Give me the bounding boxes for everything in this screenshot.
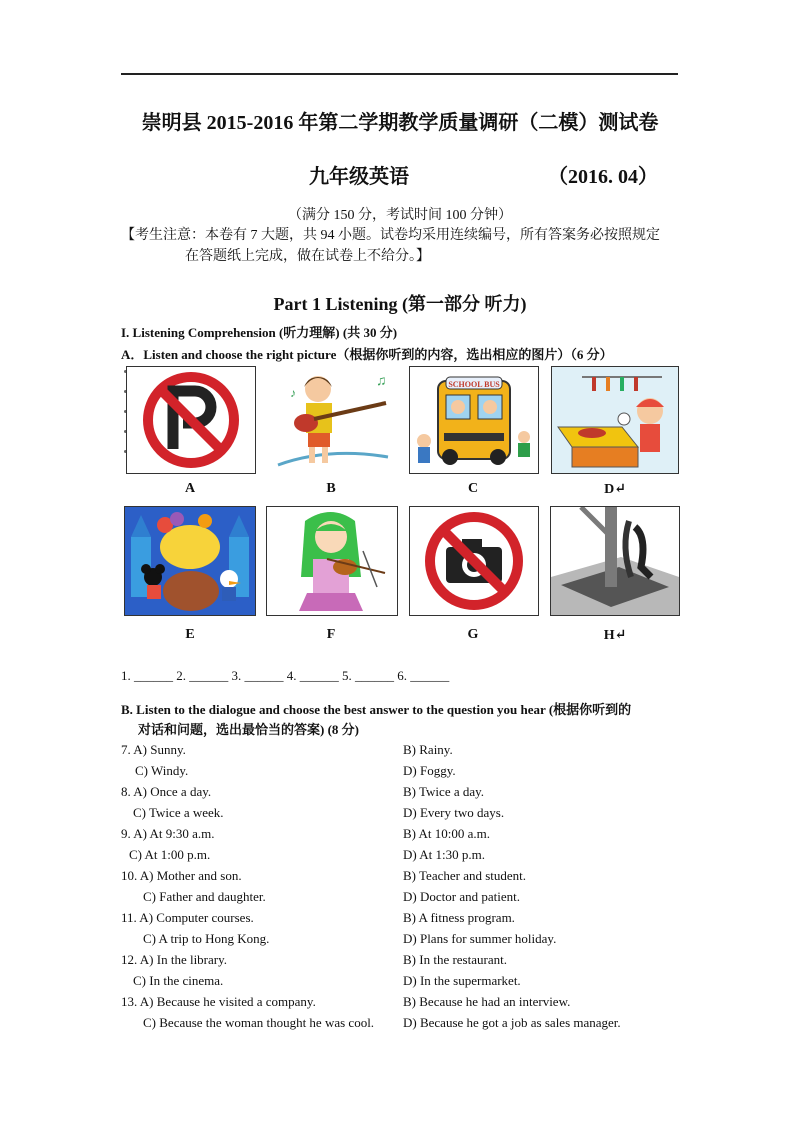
cooking-kitchen-icon — [552, 367, 678, 473]
notice-line-2: 在答题纸上完成，做在试卷上不给分。】 — [185, 249, 430, 264]
section-B-line-2: 对话和问题，选出最恰当的答案) (8 分) — [138, 722, 359, 737]
section-B-heading — [121, 700, 686, 740]
picture-h — [550, 506, 680, 616]
q13-option-a: 13. A) Because he visited a company. — [121, 994, 316, 1009]
q8-option-b: B) Twice a day. — [403, 784, 485, 799]
q9-option-d: D) At 1:30 p.m. — [403, 847, 485, 862]
q11-option-a: 11. A) Computer courses. — [121, 910, 254, 925]
school-bus-icon — [410, 367, 538, 473]
q11-option-d: D) Plans for summer holiday. — [403, 931, 557, 946]
q9-option-a: 9. A) At 9:30 a.m. — [121, 826, 215, 841]
picture-a — [126, 366, 256, 474]
subject-title: 九年级英语 — [309, 166, 409, 188]
picture-label-d: D↵ — [604, 482, 626, 497]
q9-option-c: C) At 1:00 p.m. — [129, 847, 211, 862]
q10-option-b: B) Teacher and student. — [403, 868, 527, 883]
picture-label-g: G — [467, 627, 479, 642]
picture-d — [551, 366, 679, 474]
disneyland-castle-icon — [125, 507, 255, 615]
section-A-heading: A．Listen and choose the right picture（根据你听到的内容，选出相应的图片）（6 分） — [121, 347, 613, 362]
q10-option-c: C) Father and daughter. — [143, 889, 266, 904]
picture-b — [267, 366, 397, 474]
q13-option-b: B) Because he had an interview. — [403, 994, 571, 1009]
q7-option-c: C) Windy. — [135, 763, 189, 778]
bus-sign-text: SCHOOL BUS — [448, 380, 500, 389]
q8-option-a: 8. A) Once a day. — [121, 784, 212, 799]
exam-date: （2016. 04） — [548, 166, 658, 188]
top-rule — [121, 73, 678, 75]
girl-guitar-icon — [268, 367, 396, 473]
score-time: （满分 150 分，考试时间 100 分钟） — [288, 208, 512, 223]
notice — [121, 225, 681, 267]
q11-option-b: B) A fitness program. — [403, 910, 515, 925]
picture-f — [266, 506, 398, 616]
q10-option-a: 10. A) Mother and son. — [121, 868, 242, 883]
q12-option-a: 12. A) In the library. — [121, 952, 228, 967]
picture-label-e: E — [185, 627, 195, 642]
picture-label-c: C — [467, 481, 479, 496]
picture-e — [124, 506, 256, 616]
no-photography-icon — [410, 507, 538, 615]
part1-heading: Part 1 Listening (第一部分 听力) — [273, 294, 527, 314]
q12-option-c: C) In the cinema. — [133, 973, 224, 988]
exam-title: 崇明县 2015-2016 年第二学期教学质量调研（二模）测试卷 — [141, 112, 659, 134]
no-parking-icon — [127, 367, 255, 473]
q9-option-b: B) At 10:00 a.m. — [403, 826, 491, 841]
section-B-line-1: B. Listen to the dialogue and choose the best answer to the question you hear (根据你听到的 — [121, 702, 632, 717]
q10-option-d: D) Doctor and patient. — [403, 889, 520, 904]
q7-option-d: D) Foggy. — [403, 763, 456, 778]
q11-option-c: C) A trip to Hong Kong. — [143, 931, 270, 946]
q13-option-d: D) Because he got a job as sales manager. — [403, 1015, 621, 1030]
picture-label-b: B — [326, 481, 336, 496]
q13-option-c: C) Because the woman thought he was cool. — [143, 1015, 375, 1030]
svg-text:♫: ♫ — [376, 374, 387, 389]
notice-line-1: 【考生注意：本卷有 7 大题，共 94 小题。试卷均采用连续编号，所有答案务必按照规定 — [121, 228, 660, 243]
svg-text:♪: ♪ — [290, 386, 296, 400]
q12-option-b: B) In the restaurant. — [403, 952, 507, 967]
q8-option-d: D) Every two days. — [403, 805, 505, 820]
tree-planting-icon — [551, 507, 679, 615]
picture-label-a: A — [184, 481, 196, 496]
q12-option-d: D) In the supermarket. — [403, 973, 521, 988]
q7-option-a: 7. A) Sunny. — [121, 742, 186, 757]
q8-option-c: C) Twice a week. — [133, 805, 224, 820]
answer-blanks: 1. ______ 2. ______ 3. ______ 4. ______ 5. ______ 6. ______ — [121, 668, 450, 683]
girl-violin-icon — [267, 507, 397, 615]
picture-c — [409, 366, 539, 474]
picture-label-h: H↵ — [603, 628, 627, 643]
section-I-heading: I. Listening Comprehension (听力理解) (共 30 分) — [121, 325, 398, 340]
picture-g — [409, 506, 539, 616]
q7-option-b: B) Rainy. — [403, 742, 453, 757]
picture-label-f: F — [326, 627, 336, 642]
